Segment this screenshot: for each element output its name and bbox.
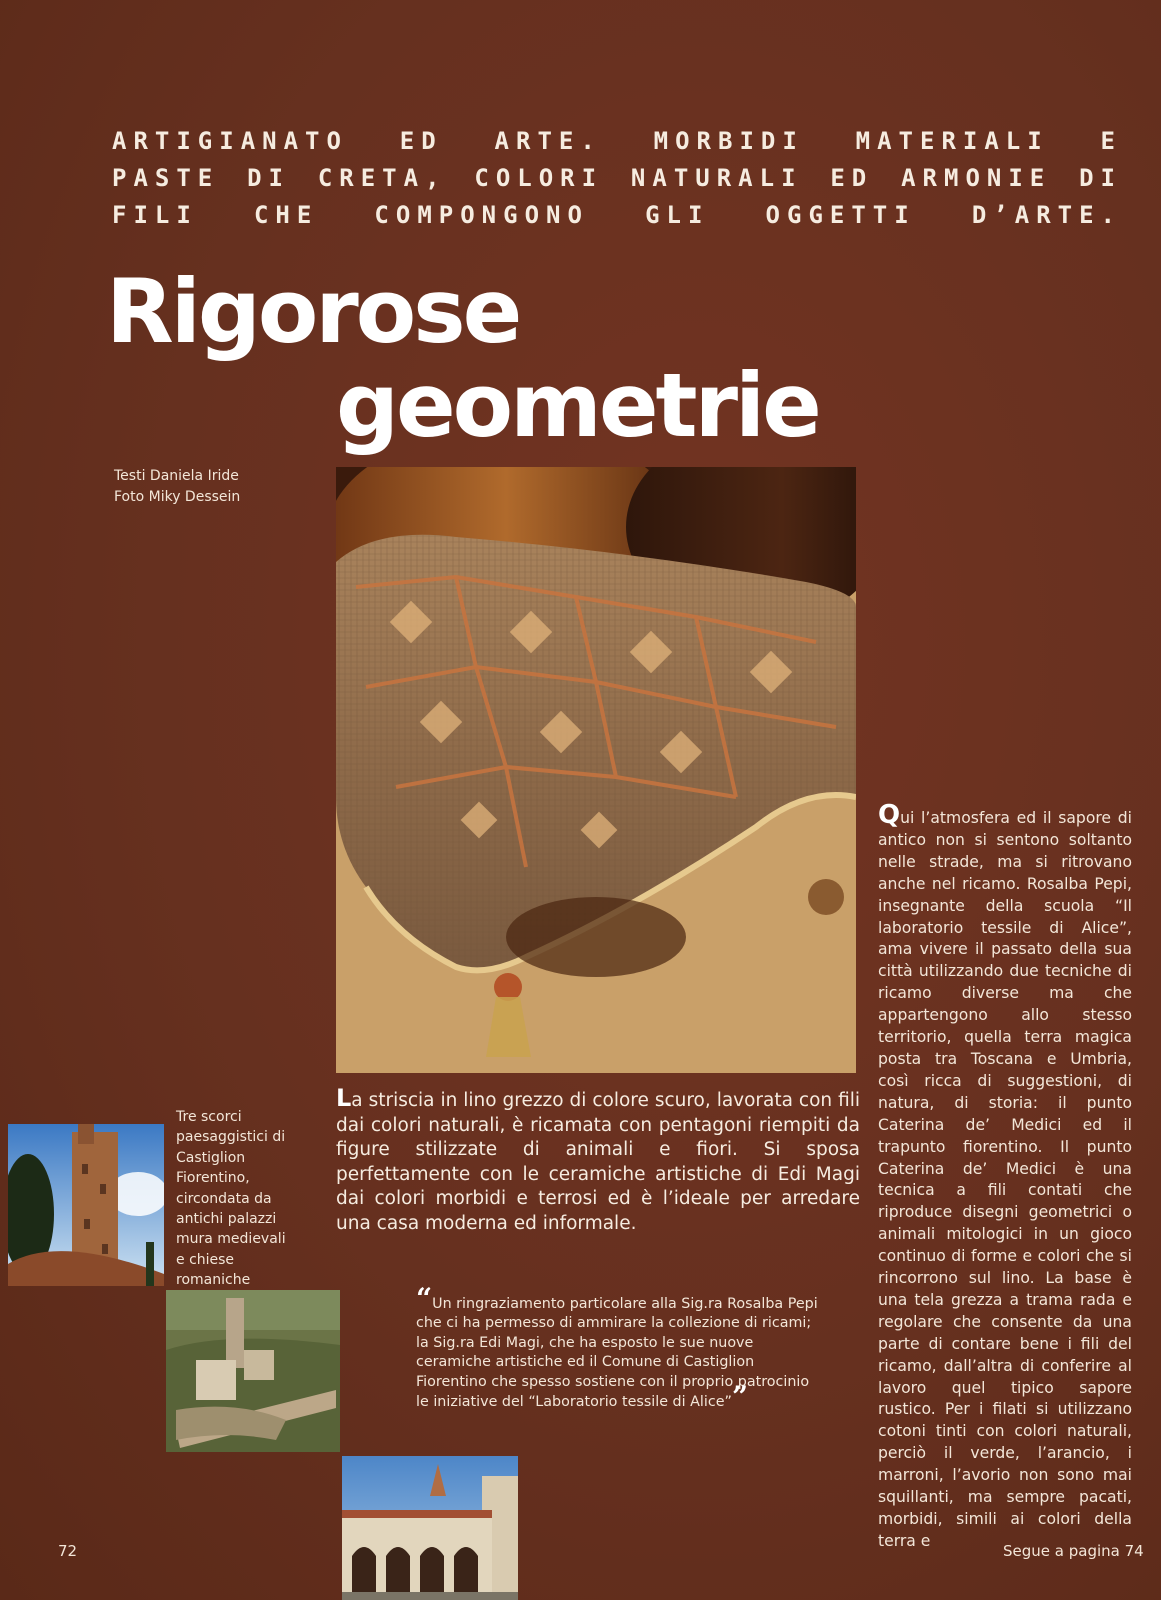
castle-image: [166, 1290, 340, 1452]
photo-credit: Foto Miky Dessein: [114, 489, 241, 505]
kicker-line: FILI CHE COMPONGONO GLI OGGETTI D’ARTE.: [112, 201, 1122, 229]
side-article-body: ui l’atmosfera ed il sapore di antico non si sentono soltanto nelle strade, ma si ritrovano anche nel ricamo. Rosalba Pepi, insegnante della scuola “Il laboratorio tessile di Alice”, ama vivere il passato della sua città utilizzando due tecniche di ricamo diverse ma che appartengono allo stesso territorio, quella terra magica posta tra Toscana e Umbria, così ricca di suggestioni, di natura, di storia: il punto Caterina de’ Medici ed il trapunto fiorentino. Il punto Caterina de’ Medici è una tecnica a fili contati che riproduce disegni geometrici o animali mitologici in un gioco continuo di forme e colori che si rincorrono sul lino. La base è una tela grezza a trama rada e regolare che consente da una parte di contare bene i fili del ricamo, dall’altra di conferire al lavoro quel tipico sapore rustico. Per i filati si utilizzano cotoni tinti con colori naturali, perciò il verde, l’arancio, i marroni, l’avorio non sono mai squillanti, ma sempre pacati, morbidi, simili ai colori della terra e: [878, 809, 1132, 1550]
page-title-line-2: geometrie: [336, 354, 819, 457]
side-article: [878, 800, 1132, 1553]
kicker-line: ARTIGIANATO ED ARTE. MORBIDI MATERIALI E: [112, 127, 1122, 155]
tower-image: [8, 1124, 164, 1286]
author-credit: Testi Daniela Iride: [114, 468, 239, 484]
hero-photo: [336, 467, 856, 1073]
page-number: 72: [58, 1542, 78, 1560]
credits: [114, 466, 240, 508]
page-title-line-1: Rigorose: [106, 260, 520, 363]
open-quote: “: [416, 1282, 433, 1315]
drop-cap: Q: [878, 800, 901, 830]
lead-body: a striscia in lino grezzo di colore scuro, lavorata con fili dai colori naturali, è ricamata con pentagoni riempiti da figure stilizzate di animali e fiori. Si sposa perfettamente con le ceramiche artistiche di Edi Magi dai colori morbidi e terrosi ed è l’ideale per arredare una casa moderna ed informale.: [336, 1090, 860, 1234]
lead-paragraph: [336, 1086, 860, 1236]
acknowledgement: [416, 1282, 821, 1414]
loggia-image: [342, 1456, 518, 1600]
loggia-photo: [342, 1456, 518, 1600]
acknowledgement-body: Un ringraziamento particolare alla Sig.ra Rosalba Pepi che ci ha permesso di ammirare la collezione di ricami; la Sig.ra Edi Magi, che ha esposto le sue nuove ceramiche artistiche ed il Comune di Castiglion Fiorentino che spesso sostiene con il proprio patrocinio le iniziative del “Laboratorio tessile di Alice”: [416, 1296, 818, 1411]
close-quote: ”: [731, 1380, 749, 1414]
lead-cap: L: [336, 1084, 352, 1112]
kicker-line: PASTE DI CRETA, COLORI NATURALI ED ARMONIE DI: [112, 164, 1122, 192]
continued-label: Segue a pagina 74: [1003, 1542, 1144, 1560]
kicker: [112, 123, 1122, 234]
embroidered-cloth-photo: [336, 467, 856, 1073]
photo-caption: Tre scorci paesaggistici di Castiglion Fiorentino, circondata da antichi palazzi mura medievali e chiese romaniche: [176, 1109, 286, 1289]
tower-photo: [8, 1124, 164, 1286]
castle-photo: [166, 1290, 340, 1452]
